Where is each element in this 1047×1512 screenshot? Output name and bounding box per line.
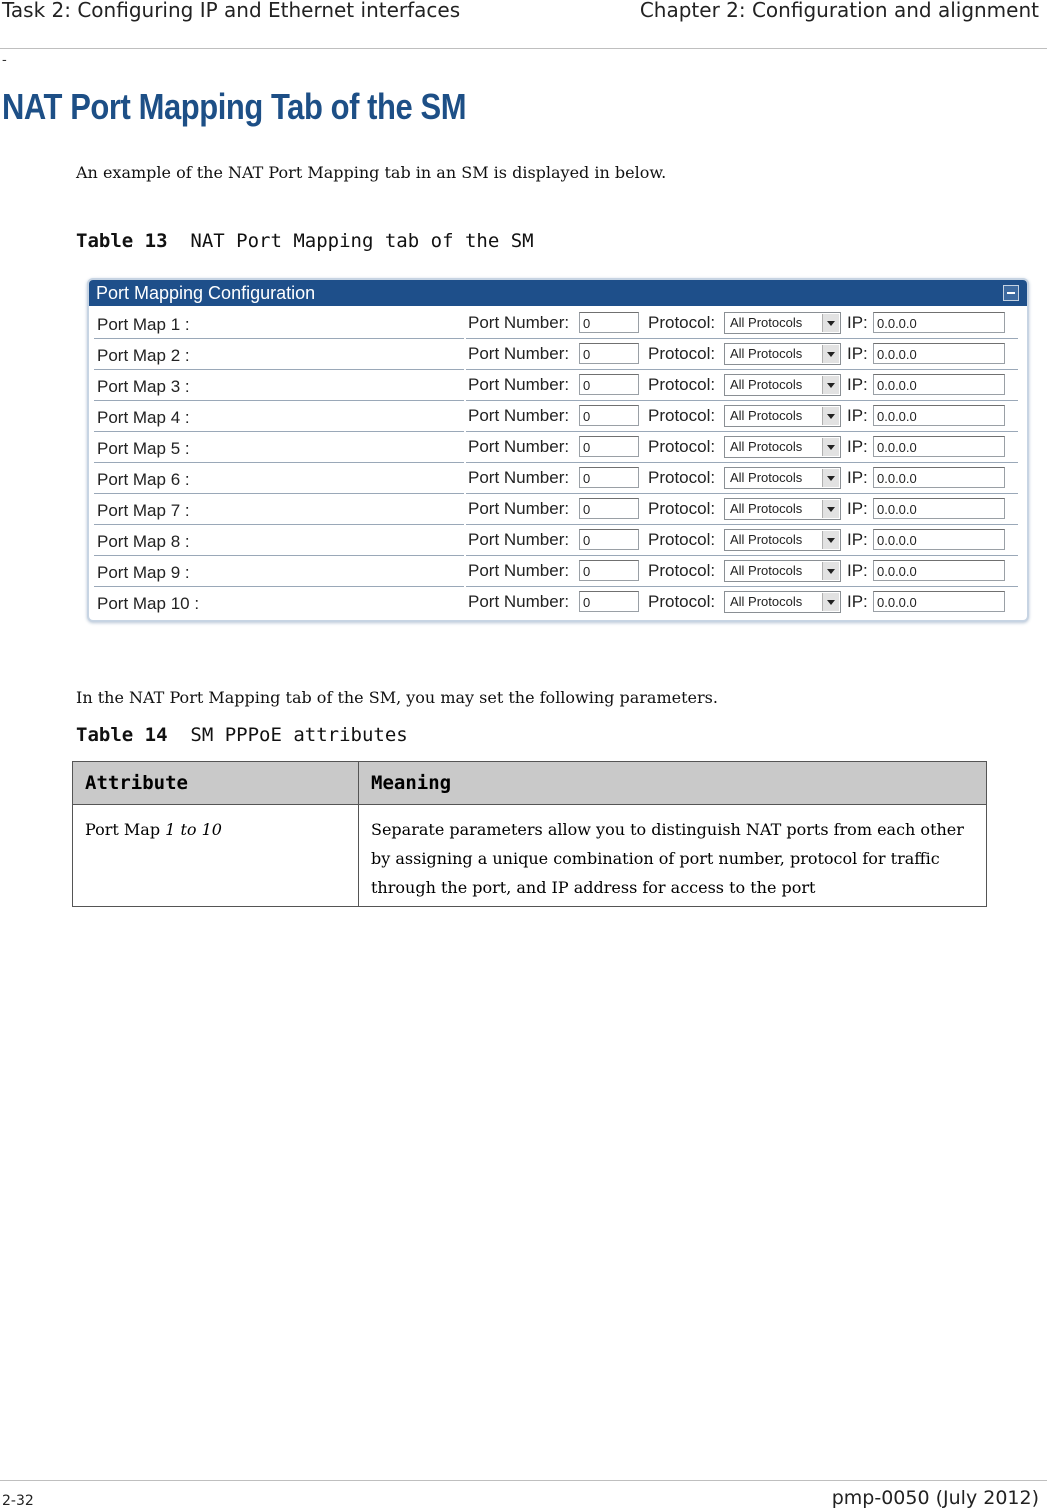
port-map-row xyxy=(94,401,1020,432)
document-id: pmp-0050 (July 2012) xyxy=(831,1487,1039,1509)
port-number-label: Port Number: xyxy=(468,499,570,518)
dropdown-arrow-icon[interactable] xyxy=(822,593,839,611)
protocol-select[interactable] xyxy=(724,467,841,489)
port-number-input[interactable]: 0 xyxy=(579,374,639,395)
attribute-range: 1 to 10 xyxy=(165,820,222,839)
port-map-row xyxy=(94,339,1020,370)
ip-input[interactable]: 0.0.0.0 xyxy=(873,436,1005,457)
header-divider xyxy=(0,48,1047,49)
dropdown-arrow-icon[interactable] xyxy=(822,438,839,456)
port-map-label: Port Map 1 : xyxy=(97,315,190,334)
protocol-select[interactable] xyxy=(724,343,841,365)
table14-caption-text: SM PPPoE attributes xyxy=(190,724,408,746)
dropdown-arrow-icon[interactable] xyxy=(822,531,839,549)
port-number-label: Port Number: xyxy=(468,406,570,425)
ip-label: IP: xyxy=(847,530,868,549)
dropdown-arrow-icon[interactable] xyxy=(822,314,839,332)
protocol-label: Protocol: xyxy=(648,437,716,456)
port-map-label: Port Map 10 : xyxy=(97,594,200,613)
section-heading: NAT Port Mapping Tab of the SM xyxy=(2,86,467,127)
protocol-label: Protocol: xyxy=(648,313,716,332)
ip-label: IP: xyxy=(847,561,868,580)
protocol-select[interactable] xyxy=(724,560,841,582)
port-map-label: Port Map 7 : xyxy=(97,501,190,520)
protocol-select[interactable] xyxy=(724,498,841,520)
protocol-select[interactable] xyxy=(724,591,841,613)
port-number-input[interactable]: 0 xyxy=(579,560,639,581)
protocol-select[interactable] xyxy=(724,312,841,334)
port-map-row xyxy=(94,494,1020,525)
page-number: 2-32 xyxy=(2,1493,34,1509)
protocol-value: All Protocols xyxy=(730,594,803,609)
protocol-label: Protocol: xyxy=(648,375,716,394)
port-number-label: Port Number: xyxy=(468,344,570,363)
port-map-row xyxy=(94,432,1020,463)
port-map-row xyxy=(94,587,1020,618)
port-map-row xyxy=(94,525,1020,556)
ip-label: IP: xyxy=(847,375,868,394)
ip-input[interactable]: 0.0.0.0 xyxy=(873,498,1005,519)
dropdown-arrow-icon[interactable] xyxy=(822,469,839,487)
port-number-input[interactable]: 0 xyxy=(579,405,639,426)
port-number-label: Port Number: xyxy=(468,313,570,332)
running-header-right: Chapter 2: Configuration and alignment xyxy=(639,0,1039,22)
port-number-label: Port Number: xyxy=(468,561,570,580)
protocol-value: All Protocols xyxy=(730,346,803,361)
port-map-label: Port Map 2 : xyxy=(97,346,190,365)
protocol-select[interactable] xyxy=(724,529,841,551)
panel-title: Port Mapping Configuration xyxy=(96,283,316,303)
table-header-row xyxy=(73,762,987,805)
protocol-label: Protocol: xyxy=(648,530,716,549)
meaning-cell: Separate parameters allow you to distinguish NAT ports from each other by assigning a unique combination of port number, protocol for traffic through the port, and IP address for access to the port xyxy=(359,805,987,907)
protocol-value: All Protocols xyxy=(730,315,803,330)
table13-caption xyxy=(76,230,534,252)
protocol-label: Protocol: xyxy=(648,561,716,580)
table13-label: Table 13 xyxy=(76,230,168,252)
protocol-label: Protocol: xyxy=(648,592,716,611)
port-number-label: Port Number: xyxy=(468,375,570,394)
port-map-label: Port Map 6 : xyxy=(97,470,190,489)
dropdown-arrow-icon[interactable] xyxy=(822,345,839,363)
protocol-value: All Protocols xyxy=(730,377,803,392)
port-number-label: Port Number: xyxy=(468,592,570,611)
port-map-row xyxy=(94,308,1020,339)
ip-input[interactable]: 0.0.0.0 xyxy=(873,405,1005,426)
ip-label: IP: xyxy=(847,437,868,456)
parameters-paragraph: In the NAT Port Mapping tab of the SM, you may set the following parameters. xyxy=(76,688,718,707)
port-map-rows xyxy=(94,308,1020,618)
running-header-left: Task 2: Configuring IP and Ethernet interfaces xyxy=(2,0,461,22)
port-map-label: Port Map 9 : xyxy=(97,563,190,582)
port-number-input[interactable]: 0 xyxy=(579,343,639,364)
dropdown-arrow-icon[interactable] xyxy=(822,562,839,580)
header-meaning: Meaning xyxy=(359,762,987,805)
port-number-input[interactable]: 0 xyxy=(579,436,639,457)
protocol-label: Protocol: xyxy=(648,344,716,363)
port-number-label: Port Number: xyxy=(468,530,570,549)
port-number-input[interactable]: 0 xyxy=(579,529,639,550)
protocol-select[interactable] xyxy=(724,374,841,396)
attributes-table xyxy=(72,761,987,907)
port-map-label: Port Map 3 : xyxy=(97,377,190,396)
ip-label: IP: xyxy=(847,313,868,332)
port-map-row xyxy=(94,463,1020,494)
ip-input[interactable]: 0.0.0.0 xyxy=(873,374,1005,395)
port-number-input[interactable]: 0 xyxy=(579,498,639,519)
ip-input[interactable]: 0.0.0.0 xyxy=(873,591,1005,612)
port-number-input[interactable]: 0 xyxy=(579,312,639,333)
port-map-label: Port Map 5 : xyxy=(97,439,190,458)
protocol-select[interactable] xyxy=(724,405,841,427)
protocol-value: All Protocols xyxy=(730,408,803,423)
dropdown-arrow-icon[interactable] xyxy=(822,407,839,425)
table14-caption xyxy=(76,724,408,746)
protocol-select[interactable] xyxy=(724,436,841,458)
dropdown-arrow-icon[interactable] xyxy=(822,376,839,394)
minimize-icon[interactable] xyxy=(1003,285,1019,301)
intro-paragraph: An example of the NAT Port Mapping tab in an SM is displayed in below. xyxy=(76,163,667,182)
protocol-label: Protocol: xyxy=(648,468,716,487)
ip-label: IP: xyxy=(847,344,868,363)
panel-header xyxy=(89,280,1027,306)
port-number-input[interactable]: 0 xyxy=(579,467,639,488)
protocol-value: All Protocols xyxy=(730,563,803,578)
port-map-row xyxy=(94,370,1020,401)
ip-label: IP: xyxy=(847,499,868,518)
dropdown-arrow-icon[interactable] xyxy=(822,500,839,518)
ip-label: IP: xyxy=(847,406,868,425)
protocol-label: Protocol: xyxy=(648,406,716,425)
protocol-value: All Protocols xyxy=(730,439,803,454)
table13-caption-text: NAT Port Mapping tab of the SM xyxy=(190,230,534,252)
attribute-cell xyxy=(73,805,359,907)
header-attribute: Attribute xyxy=(73,762,359,805)
ip-input[interactable]: 0.0.0.0 xyxy=(873,529,1005,550)
ip-input[interactable]: 0.0.0.0 xyxy=(873,560,1005,581)
protocol-label: Protocol: xyxy=(648,499,716,518)
ip-label: IP: xyxy=(847,468,868,487)
port-map-row xyxy=(94,556,1020,587)
protocol-value: All Protocols xyxy=(730,532,803,547)
protocol-value: All Protocols xyxy=(730,470,803,485)
port-number-label: Port Number: xyxy=(468,437,570,456)
port-mapping-panel xyxy=(87,278,1029,622)
table-row xyxy=(73,805,987,907)
protocol-value: All Protocols xyxy=(730,501,803,516)
ip-input[interactable]: 0.0.0.0 xyxy=(873,467,1005,488)
ip-input[interactable]: 0.0.0.0 xyxy=(873,312,1005,333)
dash-marker: - xyxy=(2,52,7,68)
table14-label: Table 14 xyxy=(76,724,168,746)
footer-divider xyxy=(0,1480,1047,1481)
port-map-label: Port Map 8 : xyxy=(97,532,190,551)
port-map-label: Port Map 4 : xyxy=(97,408,190,427)
port-number-input[interactable]: 0 xyxy=(579,591,639,612)
port-number-label: Port Number: xyxy=(468,468,570,487)
ip-input[interactable]: 0.0.0.0 xyxy=(873,343,1005,364)
ip-label: IP: xyxy=(847,592,868,611)
attribute-name: Port Map xyxy=(85,820,166,839)
